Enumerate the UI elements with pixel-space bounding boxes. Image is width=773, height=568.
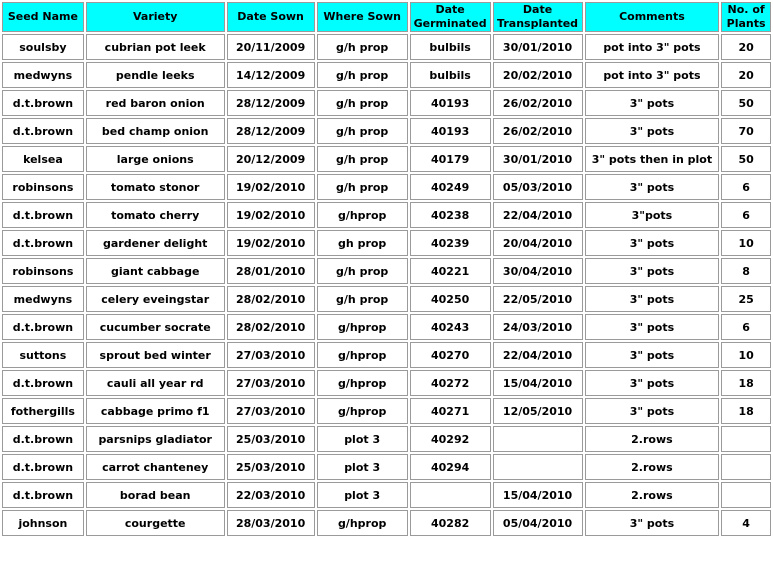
cell-date-germinated: bulbils: [410, 62, 491, 88]
cell-no-of-plants: 18: [721, 370, 771, 396]
cell-variety: cubrian pot leek: [86, 34, 225, 60]
cell-comments: 3" pots: [585, 342, 720, 368]
cell-date-sown: 19/02/2010: [227, 174, 315, 200]
cell-seed-name: robinsons: [2, 174, 84, 200]
cell-seed-name: d.t.brown: [2, 454, 84, 480]
cell-where-sown: g/hprop: [317, 398, 408, 424]
cell-where-sown: g/h prop: [317, 146, 408, 172]
cell-date-sown: 28/02/2010: [227, 286, 315, 312]
cell-date-sown: 28/03/2010: [227, 510, 315, 536]
cell-variety: tomato cherry: [86, 202, 225, 228]
cell-seed-name: d.t.brown: [2, 426, 84, 452]
cell-comments: pot into 3" pots: [585, 34, 720, 60]
cell-date-sown: 28/12/2009: [227, 118, 315, 144]
table-row: [2, 90, 771, 116]
table-row: [2, 314, 771, 340]
cell-where-sown: g/h prop: [317, 34, 408, 60]
cell-where-sown: g/hprop: [317, 342, 408, 368]
header-row: [2, 2, 771, 32]
header-date-sown: Date Sown: [227, 2, 315, 32]
cell-no-of-plants: [721, 426, 771, 452]
cell-where-sown: gh prop: [317, 230, 408, 256]
cell-date-germinated: 40250: [410, 286, 491, 312]
cell-seed-name: d.t.brown: [2, 90, 84, 116]
cell-date-germinated: 40238: [410, 202, 491, 228]
table-row: [2, 258, 771, 284]
cell-seed-name: robinsons: [2, 258, 84, 284]
cell-date-sown: 19/02/2010: [227, 202, 315, 228]
cell-date-sown: 22/03/2010: [227, 482, 315, 508]
cell-no-of-plants: 70: [721, 118, 771, 144]
cell-comments: 3" pots: [585, 118, 720, 144]
cell-variety: pendle leeks: [86, 62, 225, 88]
cell-no-of-plants: 18: [721, 398, 771, 424]
table-row: [2, 174, 771, 200]
cell-date-germinated: 40239: [410, 230, 491, 256]
cell-variety: cucumber socrate: [86, 314, 225, 340]
cell-where-sown: g/hprop: [317, 370, 408, 396]
cell-variety: celery eveingstar: [86, 286, 225, 312]
cell-date-sown: 20/12/2009: [227, 146, 315, 172]
cell-where-sown: g/h prop: [317, 90, 408, 116]
cell-date-transplanted: [493, 426, 583, 452]
cell-no-of-plants: 50: [721, 146, 771, 172]
cell-date-germinated: 40221: [410, 258, 491, 284]
cell-date-sown: 20/11/2009: [227, 34, 315, 60]
cell-variety: carrot chanteney: [86, 454, 225, 480]
cell-date-germinated: [410, 482, 491, 508]
cell-date-transplanted: 05/03/2010: [493, 174, 583, 200]
cell-variety: gardener delight: [86, 230, 225, 256]
cell-comments: 3" pots: [585, 286, 720, 312]
cell-comments: 3" pots: [585, 230, 720, 256]
cell-no-of-plants: [721, 454, 771, 480]
cell-date-germinated: 40294: [410, 454, 491, 480]
cell-comments: 3" pots: [585, 510, 720, 536]
cell-date-germinated: 40193: [410, 90, 491, 116]
cell-no-of-plants: [721, 482, 771, 508]
cell-variety: borad bean: [86, 482, 225, 508]
cell-comments: 3" pots: [585, 398, 720, 424]
cell-variety: courgette: [86, 510, 225, 536]
cell-variety: parsnips gladiator: [86, 426, 225, 452]
header-variety: Variety: [86, 2, 225, 32]
cell-date-transplanted: 20/04/2010: [493, 230, 583, 256]
cell-variety: large onions: [86, 146, 225, 172]
cell-comments: pot into 3" pots: [585, 62, 720, 88]
table-row: [2, 230, 771, 256]
cell-comments: 3" pots: [585, 314, 720, 340]
cell-comments: 2.rows: [585, 482, 720, 508]
cell-date-transplanted: 12/05/2010: [493, 398, 583, 424]
header-comments: Comments: [585, 2, 720, 32]
cell-variety: cauli all year rd: [86, 370, 225, 396]
cell-comments: 3" pots: [585, 90, 720, 116]
table-row: [2, 118, 771, 144]
cell-date-transplanted: 26/02/2010: [493, 90, 583, 116]
cell-date-transplanted: 26/02/2010: [493, 118, 583, 144]
table-row: [2, 454, 771, 480]
table-row: [2, 34, 771, 60]
cell-no-of-plants: 6: [721, 314, 771, 340]
cell-date-sown: 14/12/2009: [227, 62, 315, 88]
cell-comments: 2.rows: [585, 426, 720, 452]
cell-where-sown: g/hprop: [317, 510, 408, 536]
cell-no-of-plants: 20: [721, 62, 771, 88]
header-where-sown: Where Sown: [317, 2, 408, 32]
cell-date-germinated: 40243: [410, 314, 491, 340]
table-row: [2, 202, 771, 228]
cell-date-sown: 19/02/2010: [227, 230, 315, 256]
cell-date-germinated: 40292: [410, 426, 491, 452]
cell-date-sown: 27/03/2010: [227, 342, 315, 368]
cell-variety: tomato stonor: [86, 174, 225, 200]
cell-seed-name: d.t.brown: [2, 370, 84, 396]
cell-date-transplanted: 22/04/2010: [493, 342, 583, 368]
cell-where-sown: plot 3: [317, 482, 408, 508]
cell-date-sown: 28/02/2010: [227, 314, 315, 340]
cell-comments: 3" pots: [585, 370, 720, 396]
cell-no-of-plants: 10: [721, 230, 771, 256]
cell-date-transplanted: 30/04/2010: [493, 258, 583, 284]
cell-where-sown: g/h prop: [317, 286, 408, 312]
cell-date-germinated: 40270: [410, 342, 491, 368]
cell-seed-name: medwyns: [2, 286, 84, 312]
cell-date-germinated: 40272: [410, 370, 491, 396]
header-seed-name: Seed Name: [2, 2, 84, 32]
cell-date-transplanted: 30/01/2010: [493, 34, 583, 60]
cell-date-sown: 27/03/2010: [227, 398, 315, 424]
cell-seed-name: d.t.brown: [2, 202, 84, 228]
cell-seed-name: johnson: [2, 510, 84, 536]
cell-date-sown: 28/12/2009: [227, 90, 315, 116]
table-row: [2, 146, 771, 172]
cell-variety: bed champ onion: [86, 118, 225, 144]
cell-date-transplanted: 22/05/2010: [493, 286, 583, 312]
cell-seed-name: medwyns: [2, 62, 84, 88]
cell-date-sown: 27/03/2010: [227, 370, 315, 396]
cell-where-sown: g/h prop: [317, 174, 408, 200]
cell-comments: 3"pots: [585, 202, 720, 228]
cell-where-sown: plot 3: [317, 426, 408, 452]
cell-date-transplanted: 20/02/2010: [493, 62, 583, 88]
cell-where-sown: g/hprop: [317, 314, 408, 340]
cell-date-transplanted: 22/04/2010: [493, 202, 583, 228]
cell-seed-name: d.t.brown: [2, 118, 84, 144]
cell-seed-name: suttons: [2, 342, 84, 368]
cell-date-sown: 25/03/2010: [227, 426, 315, 452]
cell-date-germinated: 40179: [410, 146, 491, 172]
table-row: [2, 510, 771, 536]
cell-seed-name: d.t.brown: [2, 314, 84, 340]
cell-comments: 3" pots: [585, 174, 720, 200]
cell-seed-name: kelsea: [2, 146, 84, 172]
table-row: [2, 482, 771, 508]
cell-where-sown: plot 3: [317, 454, 408, 480]
cell-where-sown: g/h prop: [317, 258, 408, 284]
cell-date-transplanted: 15/04/2010: [493, 482, 583, 508]
cell-no-of-plants: 6: [721, 202, 771, 228]
header-no-of-plants: No. of Plants: [721, 2, 771, 32]
cell-seed-name: d.t.brown: [2, 230, 84, 256]
cell-where-sown: g/hprop: [317, 202, 408, 228]
cell-date-sown: 25/03/2010: [227, 454, 315, 480]
cell-variety: giant cabbage: [86, 258, 225, 284]
cell-date-transplanted: 24/03/2010: [493, 314, 583, 340]
cell-seed-name: fothergills: [2, 398, 84, 424]
cell-no-of-plants: 25: [721, 286, 771, 312]
cell-variety: cabbage primo f1: [86, 398, 225, 424]
cell-date-transplanted: 05/04/2010: [493, 510, 583, 536]
header-date-transplanted: Date Transplanted: [493, 2, 583, 32]
cell-no-of-plants: 8: [721, 258, 771, 284]
cell-date-germinated: bulbils: [410, 34, 491, 60]
cell-date-transplanted: 30/01/2010: [493, 146, 583, 172]
table-row: [2, 370, 771, 396]
cell-date-germinated: 40193: [410, 118, 491, 144]
cell-where-sown: g/h prop: [317, 118, 408, 144]
table-row: [2, 62, 771, 88]
cell-no-of-plants: 6: [721, 174, 771, 200]
cell-date-germinated: 40271: [410, 398, 491, 424]
table-row: [2, 286, 771, 312]
cell-comments: 3" pots then in plot: [585, 146, 720, 172]
cell-no-of-plants: 50: [721, 90, 771, 116]
cell-no-of-plants: 4: [721, 510, 771, 536]
cell-date-sown: 28/01/2010: [227, 258, 315, 284]
cell-date-germinated: 40282: [410, 510, 491, 536]
cell-variety: red baron onion: [86, 90, 225, 116]
table-row: [2, 342, 771, 368]
cell-comments: 2.rows: [585, 454, 720, 480]
cell-variety: sprout bed winter: [86, 342, 225, 368]
cell-seed-name: d.t.brown: [2, 482, 84, 508]
cell-date-transplanted: 15/04/2010: [493, 370, 583, 396]
cell-date-transplanted: [493, 454, 583, 480]
cell-where-sown: g/h prop: [317, 62, 408, 88]
table-row: [2, 426, 771, 452]
cell-comments: 3" pots: [585, 258, 720, 284]
cell-date-germinated: 40249: [410, 174, 491, 200]
cell-no-of-plants: 10: [721, 342, 771, 368]
cell-no-of-plants: 20: [721, 34, 771, 60]
table-row: [2, 398, 771, 424]
table-body: [2, 34, 771, 536]
cell-seed-name: soulsby: [2, 34, 84, 60]
header-date-germinated: Date Germinated: [410, 2, 491, 32]
